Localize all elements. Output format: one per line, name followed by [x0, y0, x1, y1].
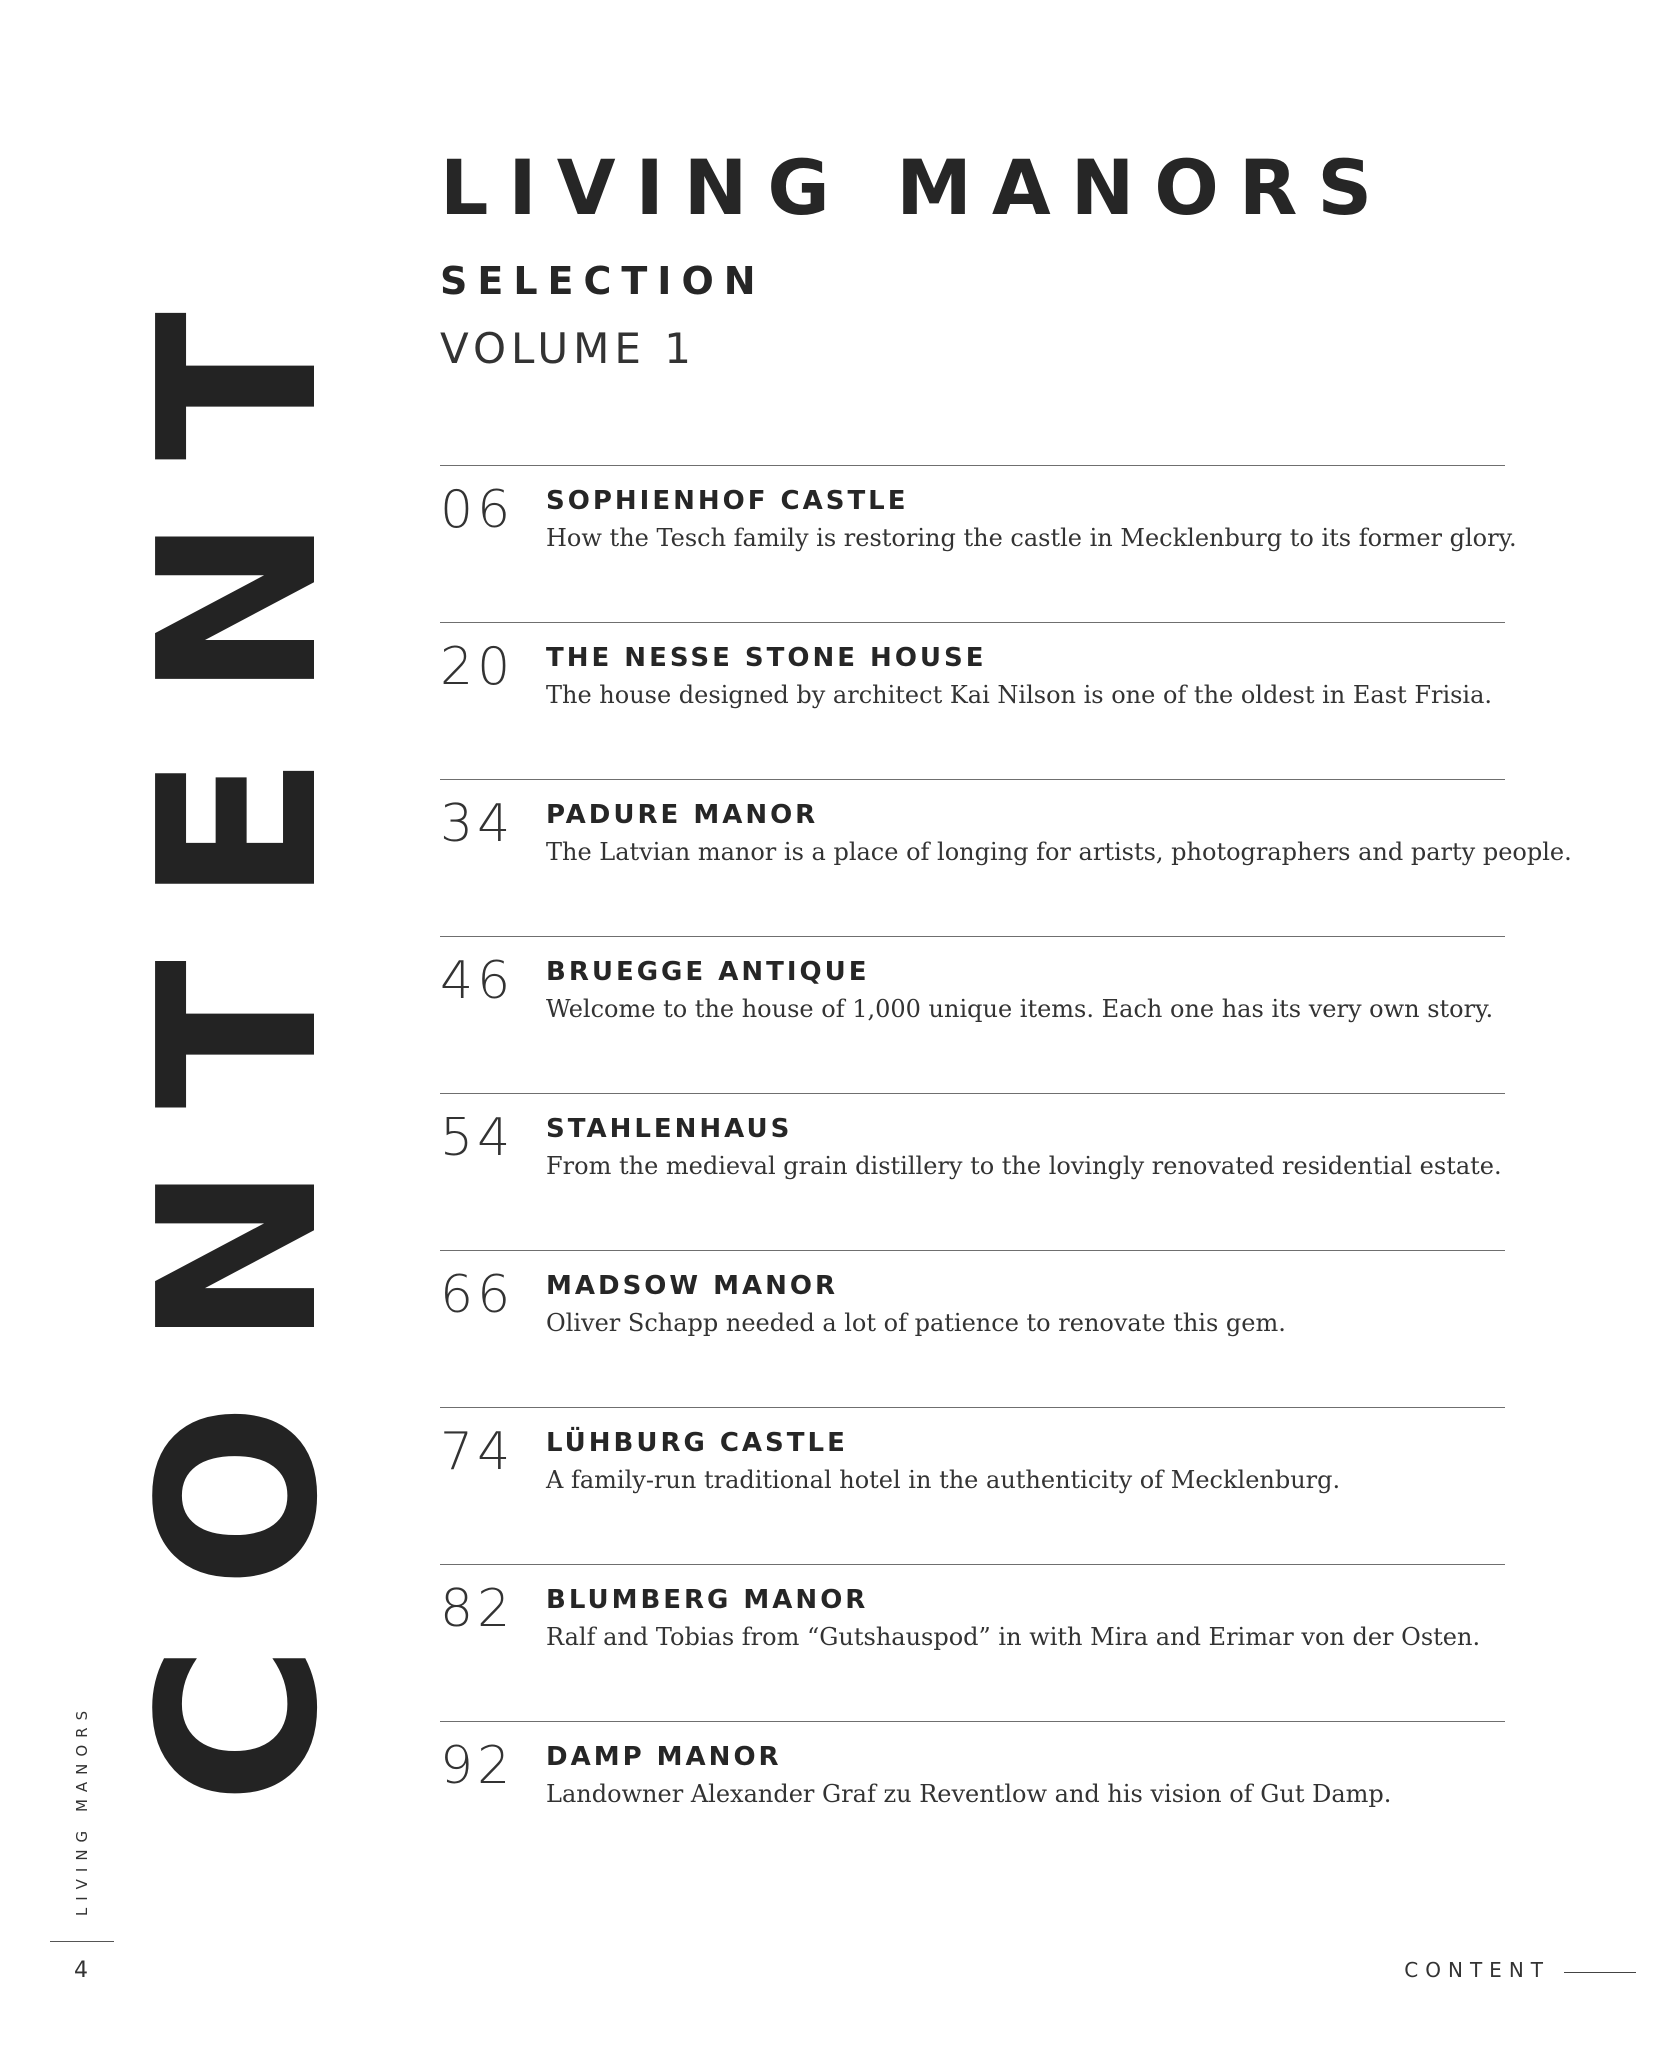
footer-section-label: CONTENT [1404, 1958, 1550, 1982]
toc-entry-description: Ralf and Tobias from “Gutshauspod” in with Mira and Erimar von der Osten. [546, 1623, 1481, 1651]
toc-entry[interactable] [440, 936, 1505, 1093]
toc-entry[interactable] [440, 465, 1517, 622]
volume-label: VOLUME 1 [440, 324, 696, 373]
toc-entry[interactable] [440, 1564, 1505, 1721]
table-of-contents [440, 465, 1572, 1878]
toc-entry-description: Oliver Schapp needed a lot of patience to renovate this gem. [546, 1309, 1286, 1337]
toc-page-number: 92 [440, 1736, 515, 1796]
page-title: LIVING MANORS [440, 143, 1393, 232]
toc-page-number: 06 [440, 480, 515, 540]
toc-entry[interactable] [440, 1250, 1505, 1407]
toc-page-number: 20 [440, 637, 515, 697]
toc-page-number: 82 [440, 1579, 515, 1639]
toc-entry-description: How the Tesch family is restoring the castle in Mecklenburg to its former glory. [546, 524, 1517, 552]
toc-entry[interactable] [440, 779, 1572, 936]
toc-entry-title: DAMP MANOR [546, 1742, 782, 1772]
toc-entry[interactable] [440, 1093, 1505, 1250]
toc-page-number: 46 [440, 951, 515, 1011]
page-header [440, 143, 1393, 373]
toc-entry-description: The house designed by architect Kai Nilson is one of the oldest in East Frisia. [546, 681, 1493, 709]
vertical-section-title: CONTENT [113, 255, 366, 1805]
toc-entry-title: LÜHBURG CASTLE [546, 1428, 848, 1458]
footer-rule [1564, 1972, 1636, 1973]
toc-page-number: 34 [440, 794, 515, 854]
toc-entry-title: PADURE MANOR [546, 800, 819, 830]
toc-entry-description: The Latvian manor is a place of longing for artists, photographers and party people. [546, 838, 1572, 866]
toc-entry-description: From the medieval grain distillery to the lovingly renovated residential estate. [546, 1152, 1502, 1180]
page-subtitle: SELECTION [440, 259, 766, 303]
toc-entry[interactable] [440, 622, 1505, 779]
toc-entry-title: SOPHIENHOF CASTLE [546, 486, 909, 516]
toc-entry-title: MADSOW MANOR [546, 1271, 839, 1301]
toc-entry-description: A family-run traditional hotel in the authenticity of Mecklenburg. [546, 1466, 1341, 1494]
toc-entry-title: STAHLENHAUS [546, 1114, 793, 1144]
toc-entry-description: Landowner Alexander Graf zu Reventlow and his vision of Gut Damp. [546, 1780, 1392, 1808]
toc-entry-title: THE NESSE STONE HOUSE [546, 643, 987, 673]
toc-page-number: 54 [440, 1108, 515, 1168]
toc-entry-title: BRUEGGE ANTIQUE [546, 957, 870, 987]
toc-entry[interactable] [440, 1407, 1505, 1564]
running-title: LIVING MANORS [73, 1703, 91, 1917]
toc-entry[interactable] [440, 1721, 1505, 1878]
toc-page-number: 66 [440, 1265, 515, 1325]
toc-entry-description: Welcome to the house of 1,000 unique items. Each one has its very own story. [546, 995, 1494, 1023]
footer-divider [50, 1941, 114, 1942]
page-number: 4 [74, 1958, 88, 1983]
toc-entry-title: BLUMBERG MANOR [546, 1585, 869, 1615]
toc-page-number: 74 [440, 1422, 515, 1482]
